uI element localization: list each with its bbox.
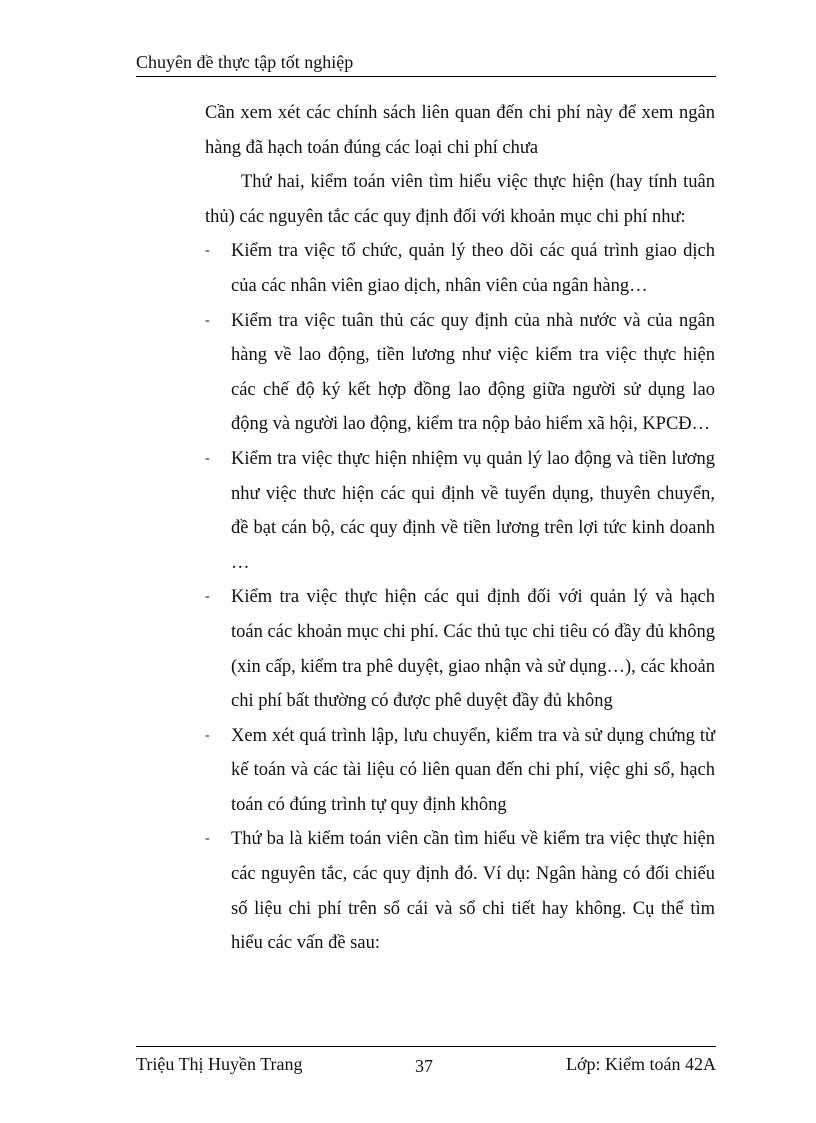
page-header [136, 48, 716, 77]
page-footer [136, 1046, 716, 1077]
list-item [205, 580, 715, 718]
paragraph: Cần xem xét các chính sách liên quan đến chi phí này để xem ngân hàng đã hạch toán đúng các loại chi phí chưa [205, 103, 715, 158]
list-item-text: Kiểm tra việc tuân thủ các quy định của nhà nước và của ngân hàng về lao động, tiền lương như việc kiểm tra việc thực hiện các chế độ ký kết hợp đồng lao động giữa người sử dụng lao động và người lao động, kiểm tra nộp bảo hiểm xã hội, KPCĐ… [231, 310, 715, 435]
bullet-dash-icon: - [205, 243, 210, 259]
bullet-dash-icon: - [205, 450, 210, 466]
list-item [205, 442, 715, 580]
page-number: 37 [415, 1056, 433, 1076]
list-item [205, 234, 715, 303]
footer-class: Lớp: Kiểm toán 42A [566, 1054, 716, 1074]
footer-author: Triệu Thị Huyền Trang [136, 1054, 303, 1074]
bullet-dash-icon: - [205, 312, 210, 328]
list-item [205, 719, 715, 823]
paragraph: Thứ hai, kiểm toán viên tìm hiểu việc thực hiện (hay tính tuân thủ) các nguyên tắc các quy định đối với khoản mục chi phí như: [205, 172, 715, 227]
list-item-text: Kiểm tra việc thực hiện các qui định đối với quản lý và hạch toán các khoản mục chi phí. Các thủ tục chi tiêu có đầy đủ không (xin cấp, kiểm tra phê duyệt, giao nhận và sử dụng…), các khoản chi phí bất thường có được phê duyệt đầy đủ không [231, 587, 715, 712]
list-item-text: Xem xét quá trình lập, lưu chuyển, kiểm tra và sử dụng chứng từ kế toán và các tài liệu có liên quan đến chi phí, việc ghi sổ, hạch toán có đúng trình tự quy định không [231, 725, 715, 815]
list-item [205, 822, 715, 960]
bullet-dash-icon: - [205, 831, 210, 847]
header-title: Chuyên đề thực tập tốt nghiệp [136, 52, 354, 72]
page-body [205, 96, 715, 961]
bullet-dash-icon: - [205, 589, 210, 605]
list-item [205, 304, 715, 442]
list-item-text: Kiểm tra việc thực hiện nhiệm vụ quản lý lao động và tiền lương như việc thưc hiện các qui định về tuyển dụng, thuyên chuyển, đề bạt cán bộ, các quy định về tiền lương trên lợi tức kinh doanh … [231, 448, 715, 573]
list-item-text: Thứ ba là kiểm toán viên cần tìm hiểu về kiểm tra việc thực hiện các nguyên tắc, các quy định đó. Ví dụ: Ngân hàng có đối chiếu số liệu chi phí trên sổ cái và sổ chi tiết hay không. Cụ thể tìm hiểu các vấn đề sau: [231, 829, 715, 954]
bullet-dash-icon: - [205, 727, 210, 743]
list-item-text: Kiểm tra việc tổ chức, quản lý theo dõi các quá trình giao dịch của các nhân viên giao dịch, nhân viên của ngân hàng… [231, 241, 715, 296]
